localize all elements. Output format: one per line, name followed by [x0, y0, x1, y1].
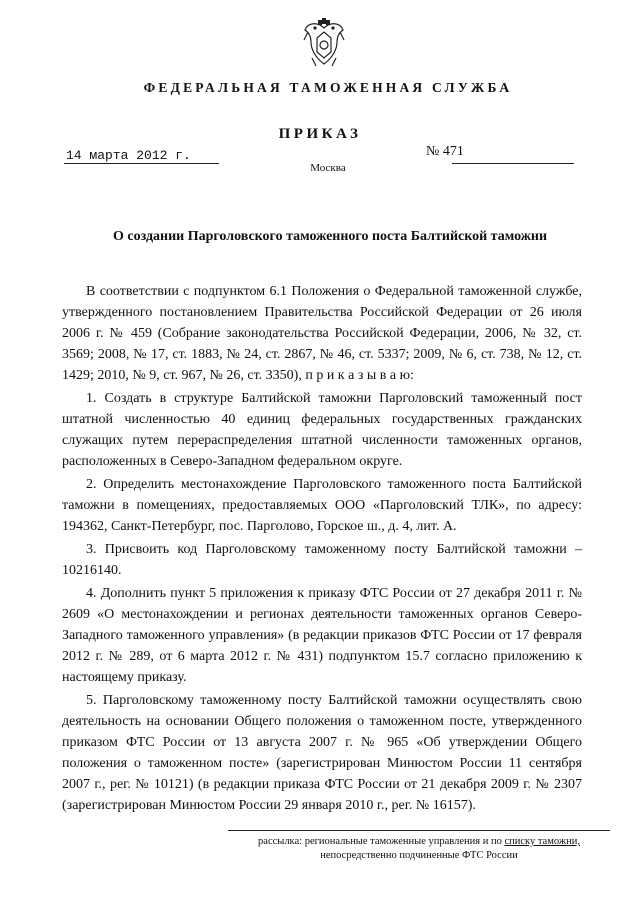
paragraph-4: 4. Дополнить пункт 5 приложения к приказу ФТС России от 27 декабря 2011 г. № 2609 «О местонахождении и регионах деятельности таможенных органов Северо-Западного таможенного управления» (в редакции приказов ФТС России от 17 февраля 2012 г. № 289, от 6 марта 2012 г. № 431) подпунктом 15.7 согласно приложению к настоящему приказу.: [62, 586, 582, 685]
city: Москва: [310, 162, 346, 174]
document-title: О создании Парголовского таможенного поста Балтийской таможни: [112, 229, 548, 244]
distribution-prefix: рассылка: региональные таможенные управления и по: [258, 836, 505, 847]
paragraph-2: 2. Определить местонахождение Парголовского таможенного поста Балтийской таможни в помещениях, предоставляемых ООО «Парголовский ТЛК», по адресу: 194362, Санкт-Петербург, пос. Парголово, Горское ш., д. 4, лит. А.: [62, 477, 582, 534]
distribution-note: [224, 835, 614, 863]
order-date: 14 марта 2012 г.: [66, 148, 191, 163]
coat-of-arms-icon: [302, 18, 346, 70]
agency-name: ФЕДЕРАЛЬНАЯ ТАМОЖЕННАЯ СЛУЖБА: [143, 80, 513, 95]
distribution-line2: непосредственно подчиненные ФТС России: [320, 850, 518, 861]
document-type: ПРИКАЗ: [278, 126, 362, 142]
paragraph-preamble: В соответствии с подпунктом 6.1 Положения о Федеральной таможенной службе, утвержденного постановлением Правительства Российской Федерации от 26 июля 2006 г. № 459 (Собрание законодательства Российской Федерации, 2006, № 32, ст. 3569; 2008, № 17, ст. 1883, № 24, ст. 2867, № 46, ст. 5337; 2009, № 6, ст. 738, № 12, ст. 1429; 2010, № 9, ст. 967, № 26, ст. 3350), п р и к а з ы в а ю:: [62, 284, 582, 383]
document-body: [62, 281, 582, 818]
distribution-link: списку таможни,: [504, 836, 580, 847]
paragraph-3: 3. Присвоить код Парголовскому таможенному посту Балтийской таможни – 10216140.: [62, 542, 582, 578]
footer-divider: [228, 830, 610, 831]
order-number: № 471: [426, 144, 464, 159]
paragraph-5: 5. Парголовскому таможенному посту Балтийской таможни осуществлять свою деятельность на основании Общего положения о таможенном посте, утвержденного приказом ФТС России от 13 августа 2007 г. № 965 «Об утверждении Общего положения о таможенном посте» (зарегистрирован Минюстом России 11 сентября 2007 г., рег. № 10121) (в редакции приказа ФТС России от 21 декабря 2009 г. № 2307 (зарегистрирован Минюстом России 29 января 2010 г., рег. № 16157).: [62, 693, 582, 813]
paragraph-1: 1. Создать в структуре Балтийской таможни Парголовский таможенный пост штатной численностью 40 единиц федеральных государственных гражданских служащих путем перераспределения штатной численности таможенных органов, расположенных в Северо-Западном федеральном округе.: [62, 391, 582, 469]
